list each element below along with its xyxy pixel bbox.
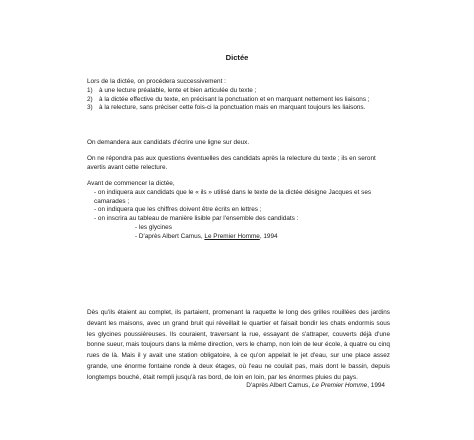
board-items xyxy=(87,224,387,242)
source-title: Le Premier Homme xyxy=(311,382,368,389)
preliminary-instructions xyxy=(87,180,387,242)
procedure-section xyxy=(87,78,387,113)
instruction-item: - on inscrira au tableau de manière lisible par l'ensemble des candidats : xyxy=(94,215,299,223)
step-item xyxy=(87,96,387,105)
passage-source xyxy=(246,382,385,391)
step-number: 2) xyxy=(87,95,93,103)
dictation-passage: Dès qu'ils étaient au complet, ils partaient, promenant la raquette le long des grilles rouillées des jardins devant les maisons, avec un grand bruit qui réveillait le quartier et faisait bondir les chats endormis sous les glycines poussiéreuses. Ils couraient, traversant la rue, essayant de s'attraper, couverts déjà d'une bonne sueur, mais toujours dans la même direction, vers le champ, non loin de leur école, à quatre ou cinq rues de là. Mais il y avait une station obligatoire, à ce qu'on appelait le jet d'eau, sur une place assez grande, une énorme fontaine ronde à deux étages, où l'eau ne coulait pas, mais dont le bassin, depuis longtemps bouché, était rempli jusqu'à ras bord, de loin en loin, par les énormes pluies du pays. xyxy=(87,309,390,381)
board-source-year: , 1994 xyxy=(259,232,278,240)
board-word: - les glycines xyxy=(135,224,172,232)
board-source-prefix: - D'après Albert Camus, xyxy=(135,232,205,240)
instruction-item: - on indiquera que les chiffres doivent être écrits en lettres ; xyxy=(94,206,262,214)
step-text: à une lecture préalable, lente et bien articulée du texte ; xyxy=(99,86,257,94)
step-text: à la dictée effective du texte, en précisant la ponctuation et en marquant nettement les liaisons ; xyxy=(99,95,370,103)
step-number: 3) xyxy=(87,104,93,112)
no-questions-note: On ne répondra pas aux questions éventuelles des candidats après la relecture du texte ; ils en seront avertis avant cette relecture. xyxy=(87,155,376,171)
procedure-intro: Lors de la dictée, on procédera successivement : xyxy=(87,78,226,85)
document-title: Dictée xyxy=(225,53,249,62)
step-text: à la relecture, sans préciser cette fois-ci la ponctuation mais en marquant toujours les liaisons. xyxy=(99,104,366,112)
instruction-item: - on indiquera aux candidats que le « ils » utilisé dans le texte de la dictée désigne Jacques et ses camarades ; xyxy=(94,188,372,205)
source-year: , 1994 xyxy=(367,382,385,389)
step-item xyxy=(87,87,387,96)
line-request: On demandera aux candidats d'écrire une ligne sur deux. xyxy=(87,139,250,146)
board-source-title: Le Premier Homme xyxy=(204,232,260,240)
board-source xyxy=(135,233,387,242)
source-prefix: D'après Albert Camus, xyxy=(246,382,312,389)
step-number: 1) xyxy=(87,86,93,94)
instruction-list xyxy=(87,189,387,224)
step-item xyxy=(87,104,387,113)
procedure-steps xyxy=(87,87,387,113)
before-intro: Avant de commencer la dictée, xyxy=(87,180,175,187)
